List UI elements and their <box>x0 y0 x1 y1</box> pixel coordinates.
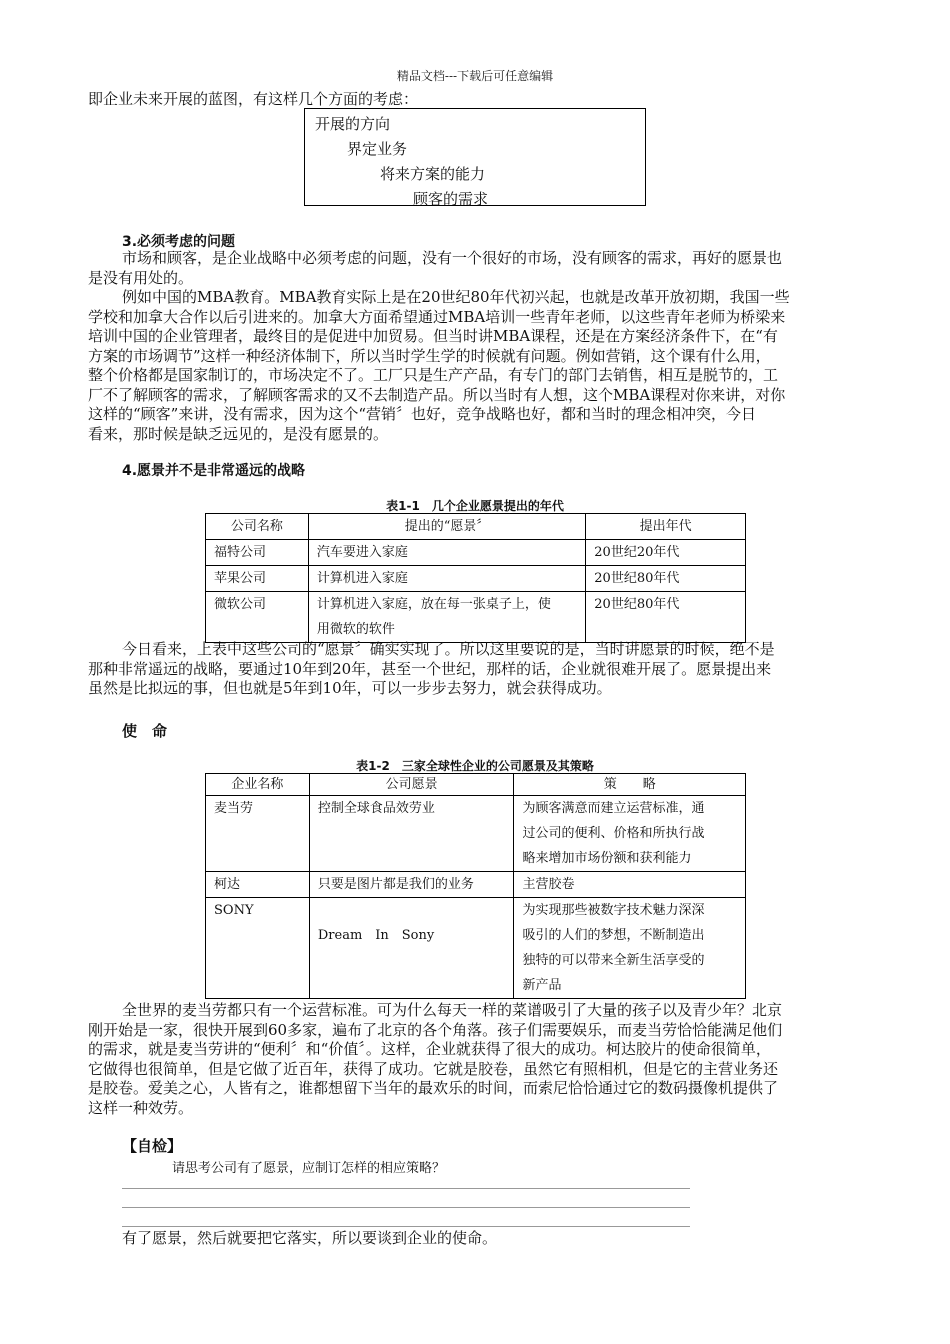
paragraph-mcdonalds <box>88 1001 782 1118</box>
year-cell: 20世纪80年代 <box>586 592 746 643</box>
text-line: 方案的市场调节”这样一种经济体制下，所以当时学生学的时候就有问题。例如营销，这个课有什么用， <box>88 346 771 365</box>
box-line: 开展的方向 <box>315 115 391 133</box>
table-row <box>206 872 746 898</box>
table-header-row <box>206 514 746 540</box>
cell-line: 吸引的人们的梦想，不断制造出 <box>522 928 705 943</box>
year-cell: 20世纪20年代 <box>586 540 746 566</box>
cell-line: Dream In Sony <box>317 928 435 943</box>
answer-line <box>122 1207 690 1208</box>
cell-line: 独特的可以带来全新生活享受的 <box>522 953 705 968</box>
year-cell: 20世纪80年代 <box>586 566 746 592</box>
text-line: 的需求，就是麦当劳讲的“便利〞和“价值〞。这样，企业就获得了很大的成功。柯达胶片的使命很简单， <box>88 1040 771 1058</box>
text-line: 是胶卷。爱美之心，人皆有之，谁都想留下当年的最欢乐的时间，而索尼恰恰通过它的数码摄像机提供了 <box>88 1079 779 1097</box>
header-cell: 提出年代 <box>586 514 746 540</box>
cell-line: 主营胶卷 <box>522 877 575 892</box>
table-1 <box>205 513 746 643</box>
answer-line <box>122 1226 690 1227</box>
cell-line: 为实现那些被数字技术魅力深深 <box>522 903 705 918</box>
selfcheck-label: 【自检】 <box>122 1137 183 1155</box>
paragraph-mba <box>88 288 790 444</box>
page-header: 精品文档---下载后可任意编辑 <box>396 69 554 83</box>
box-line: 界定业务 <box>347 140 408 158</box>
text-line: 看来，那时候是缺乏远见的，是没有愿景的。 <box>88 424 389 443</box>
text-line: 培训中国的企业管理者，最终目的是促进中加贸易。但当时讲MBA课程，还是在方案经济条件下，在“有 <box>88 327 778 345</box>
cell-line: 过公司的便利、价格和所执行战 <box>522 826 705 841</box>
cell-line: 略来增加市场份额和获利能力 <box>522 851 692 866</box>
table-1-caption: 表1-1 几个企业愿景提出的年代 <box>386 499 564 513</box>
strategy-cell <box>514 796 746 872</box>
paragraph-vision-realized <box>88 640 775 699</box>
text-line: 虽然是比拟远的事，但也就是5年到10年，可以一步步去努力，就会获得成功。 <box>88 679 612 697</box>
vision-cell <box>309 898 514 999</box>
header-cell: 提出的“愿景〞 <box>308 514 585 540</box>
text-line: 整个价格都是国家制订的，市场决定不了。工厂只是生产产品，有专门的部门去销售，相互是脱节的，工 <box>88 366 779 384</box>
text-line: 它做得也很简单，但是它做了近百年，获得了成功。它就是胶卷，虽然它有照相机，但是它的主营业务还 <box>88 1059 779 1078</box>
text-line: 例如中国的MBA教育。MBA教育实际上是在20世纪80年代初兴起，也就是改革开放初期，我国一些 <box>122 288 790 306</box>
text-line: 那种非常遥远的战略，要通过10年到20年，甚至一个世纪，那样的话，企业就很难开展了。愿景提出来 <box>88 659 772 678</box>
text-line: 全世界的麦当劳都只有一个运营标准。可为什么每天一样的菜谱吸引了大量的孩子以及青少年？北京 <box>122 1001 783 1019</box>
vision-cell <box>308 592 585 643</box>
cell-line: 汽车要进入家庭 <box>316 545 408 560</box>
strategy-cell <box>514 872 746 898</box>
company-cell: 麦当劳 <box>206 796 310 872</box>
strategy-cell <box>514 898 746 999</box>
text-line: 这样一种效劳。 <box>88 1098 194 1117</box>
vision-cell <box>308 566 585 592</box>
cell-line: 计算机进入家庭，放在每一张桌子上，使 <box>316 597 551 612</box>
text-line: 厂不了解顾客的需求，了解顾客需求的又不去制造产品。所以当时有人想，这个MBA课程对你来讲，对你 <box>88 385 786 404</box>
company-cell: 苹果公司 <box>206 566 309 592</box>
cell-line: 新产品 <box>522 978 562 993</box>
intro-text: 即企业未来开展的蓝图，有这样几个方面的考虑： <box>88 90 419 108</box>
mission-heading: 使 命 <box>122 722 168 740</box>
table-row <box>206 796 746 872</box>
vision-aspects-box <box>304 108 646 206</box>
vision-cell <box>308 540 585 566</box>
box-line: 顾客的需求 <box>413 190 489 208</box>
cell-line: 计算机进入家庭 <box>316 571 408 586</box>
header-cell: 策 略 <box>514 774 746 796</box>
table-header-row <box>206 774 746 796</box>
vision-cell: 控制全球食品效劳业 <box>309 796 514 872</box>
table-row <box>206 592 746 643</box>
answer-line <box>122 1188 690 1189</box>
text-line: 市场和顾客，是企业战略中必须考虑的问题，没有一个很好的市场，没有顾客的需求，再好的愿景也 <box>122 249 783 267</box>
cell-line: 用微软的软件 <box>316 622 395 637</box>
header-cell: 公司名称 <box>206 514 309 540</box>
section-heading-4: 4.愿景并不是非常遥远的战略 <box>122 463 306 479</box>
selfcheck-question: 请思考公司有了愿景，应制订怎样的相应策略？ <box>172 1161 446 1176</box>
text-line: 学校和加拿大合作以后引进来的。加拿大方面希望通过MBA培训一些青年老师，以这些青年老师为桥梁来 <box>88 307 786 326</box>
table-row <box>206 540 746 566</box>
header-cell: 企业名称 <box>206 774 310 796</box>
company-cell: 柯达 <box>206 872 310 898</box>
table-row <box>206 566 746 592</box>
text-line: 今日看来，上表中这些公司的“愿景〞确实实现了。所以这里要说的是，当时讲愿景的时候，绝不是 <box>122 640 775 658</box>
text-line: 刚开始是一家，很快开展到60多家，遍布了北京的各个角落。孩子们需要娱乐，而麦当劳恰恰能满足他们 <box>88 1020 783 1039</box>
header-cell: 公司愿景 <box>309 774 514 796</box>
table-row <box>206 898 746 999</box>
table-2 <box>205 773 746 999</box>
section-heading-3: 3.必须考虑的问题 <box>122 234 236 250</box>
text-line: 是没有用处的。 <box>88 268 194 287</box>
table-2-caption: 表1-2 三家全球性企业的公司愿景及其策略 <box>356 759 594 773</box>
cell-line: 为顾客满意而建立运营标准，通 <box>522 801 705 816</box>
paragraph-market <box>88 249 782 288</box>
company-cell: 福特公司 <box>206 540 309 566</box>
company-cell: SONY <box>206 898 310 999</box>
box-line: 将来方案的能力 <box>380 165 486 183</box>
company-cell: 微软公司 <box>206 592 309 643</box>
closing-text: 有了愿景，然后就要把它落实，所以要谈到企业的使命。 <box>122 1229 498 1247</box>
vision-cell: 只要是图片都是我们的业务 <box>309 872 514 898</box>
text-line: 这样的“顾客”来讲，没有需求，因为这个“营销〞也好，竞争战略也好，都和当时的理念相冲突，今日 <box>88 405 757 423</box>
